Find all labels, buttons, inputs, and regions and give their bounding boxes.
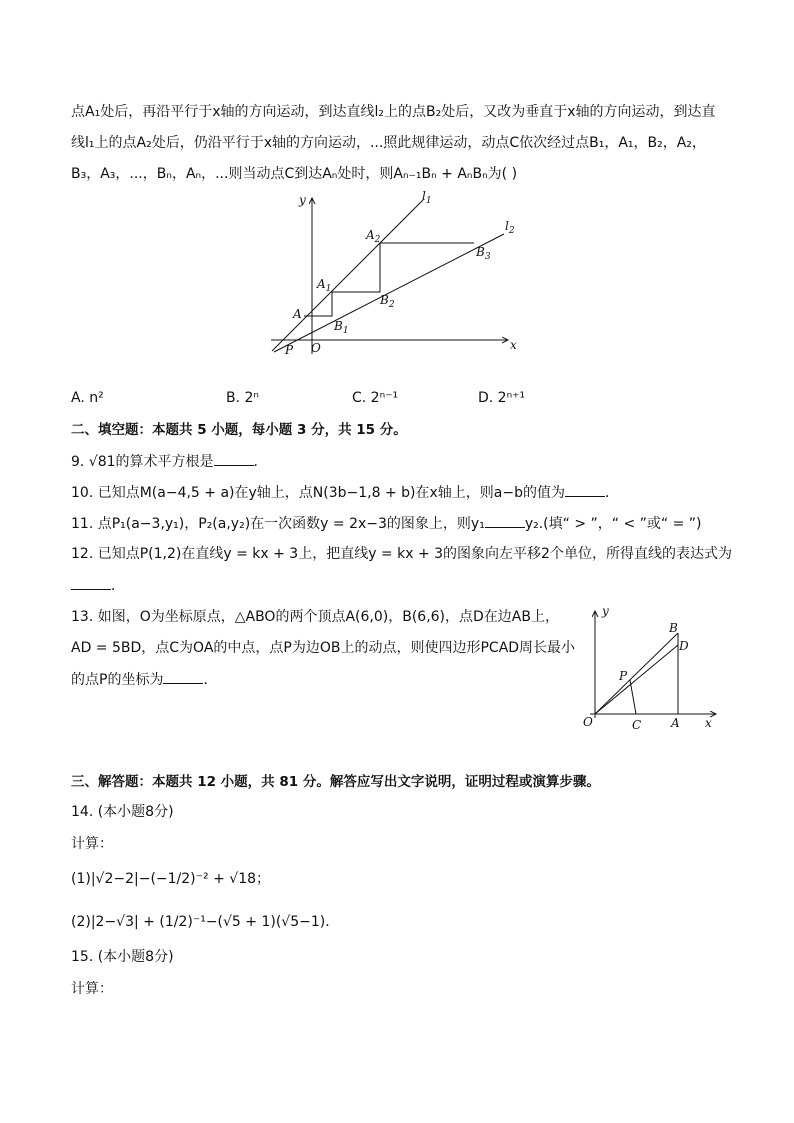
- option-c: C. 2ⁿ⁻¹: [352, 390, 399, 406]
- q13-line3: 的点P的坐标为 ．: [71, 669, 217, 690]
- segment-ob: [595, 633, 678, 714]
- fig1-label-p: P: [285, 343, 294, 357]
- q9: 9. √81的算术平方根是 ．: [71, 451, 268, 472]
- q11-blank: [485, 513, 525, 528]
- fig2-label-d: D: [679, 639, 689, 653]
- option-a: A. n²: [71, 390, 104, 406]
- fig2-label-p: P: [619, 669, 628, 683]
- q15-prompt: 计算：: [71, 981, 113, 997]
- q13-line2: AD = 5BD，点C为OA的中点，点P为边OB上的动点，则使四边形PCAD周长最小: [71, 640, 576, 656]
- q12-line1: 12. 已知点P(1,2)在直线y = kx + 3上，把直线y = kx + 3的图象向左平移2个单位，所得直线的表达式为: [71, 546, 732, 562]
- fig2-label-x: x: [705, 716, 712, 730]
- fig2-label-c: C: [632, 718, 642, 732]
- fig1-label-a2: $A_2$: [366, 228, 381, 245]
- fig1-label-y: y: [299, 193, 306, 207]
- q8-line3: B₃，A₃，...，Bₙ，Aₙ，...则当动点C到达Aₙ处时，则Aₙ₋₁Bₙ + AₙBₙ为( ): [71, 166, 518, 182]
- q14-part2: (2)|2−√3| + (1/2)⁻¹−(√5 + 1)(√5−1)．: [71, 914, 340, 930]
- section3-heading: 三、解答题：本题共 12 小题，共 81 分。解答应写出文字说明，证明过程或演算步骤。: [71, 774, 600, 790]
- q12-line2: ．: [71, 575, 125, 596]
- q8-line1: 点A₁处后，再沿平行于x轴的方向运动，到达直线l₂上的点B₂处后，又改为垂直于x轴的方向运动，到达直: [71, 104, 716, 120]
- q12-blank: [71, 575, 111, 590]
- q11: 11. 点P₁(a−3,y₁)，P₂(a,y₂)在一次函数y = 2x−3的图象上，则y₁ y₂.(填“ > ”，“ < ”或“ = ”): [71, 513, 702, 534]
- fig1-label-b1: $B_1$: [334, 319, 349, 336]
- fig1-label-a1: $A_1$: [317, 277, 332, 294]
- q9-blank: [214, 451, 254, 466]
- q9-text: 9. √81的算术平方根是: [71, 454, 214, 470]
- option-b: B. 2ⁿ: [226, 390, 259, 406]
- option-d: D. 2ⁿ⁺¹: [478, 390, 526, 406]
- q13-blank: [163, 669, 203, 684]
- q10: 10. 已知点M(a−4,5 + a)在y轴上，点N(3b−1,8 + b)在x轴上，则a−b的值为 ．: [71, 482, 619, 503]
- fig1-label-a: A: [293, 307, 302, 321]
- q10-text: 10. 已知点M(a−4,5 + a)在y轴上，点N(3b−1,8 + b)在x轴上，则a−b的值为: [71, 485, 565, 501]
- figure-q13: [578, 603, 728, 738]
- q14-title: 14. (本小题8分): [71, 804, 174, 820]
- fig1-label-b2: $B_2$: [380, 293, 395, 310]
- q14-part1: (1)|√2−2|−(−1/2)⁻² + √18；: [71, 871, 271, 887]
- fig1-label-o: O: [311, 341, 321, 355]
- q13-line1: 13. 如图，O为坐标原点，△ABO的两个顶点A(6,0)，B(6,6)，点D在边AB上，: [71, 609, 559, 625]
- section2-heading: 二、填空题：本题共 5 小题，每小题 3 分，共 15 分。: [71, 422, 407, 438]
- fig2-label-a: A: [671, 716, 680, 730]
- q11-text: 11. 点P₁(a−3,y₁)，P₂(a,y₂)在一次函数y = 2x−3的图象上，则y₁: [71, 516, 485, 532]
- fig1-label-l2: $l_2$: [505, 219, 515, 236]
- fig2-label-o: O: [583, 715, 593, 729]
- fig1-label-b3: $B_3$: [476, 245, 491, 262]
- q14-prompt: 计算：: [71, 836, 113, 852]
- fig2-label-b: B: [669, 621, 678, 635]
- fig1-label-x: x: [510, 338, 517, 352]
- fig2-label-y: y: [602, 604, 609, 618]
- q8-line2: 线l₁上的点A₂处后，仍沿平行于x轴的方向运动，...照此规律运动，动点C依次经过点B₁，A₁，B₂，A₂，: [71, 135, 706, 151]
- q15-title: 15. (本小题8分): [71, 949, 174, 965]
- figure-q8: [268, 186, 528, 361]
- q10-blank: [565, 482, 605, 497]
- line-l2: [274, 234, 504, 352]
- segment-od: [595, 645, 678, 714]
- fig1-label-l1: $l_1$: [422, 189, 432, 206]
- segment-pc: [630, 680, 636, 714]
